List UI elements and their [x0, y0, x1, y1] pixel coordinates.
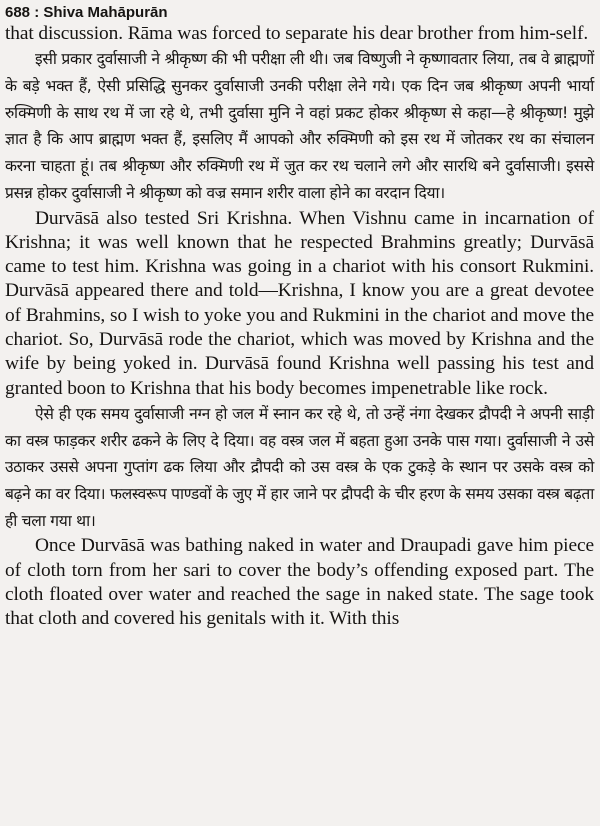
paragraph-english-krishna-test: Durvāsā also tested Sri Krishna. When Vishnu came in incarnation of Krishna; it was well known that he respected Brahmins greatly; Durvāsā came to test him. Krishna was going in a chariot with his consort Rukmini. Durvāsā appeared there and told—Krishna, I know you are a great devotee of Brahmins, so I wish to yoke you and Rukmini in the chariot and move the chariot. So, Durvāsā rode the chariot, which was moved by Krishna and the wife by being yoked in. Durvāsā found Krishna well passing his test and granted boon to Krishna that his body becomes impenetrable like rock.	[5, 207, 594, 399]
running-head: 688 : Shiva Mahāpurān	[5, 4, 168, 21]
paragraph-hindi-krishna-test: इसी प्रकार दुर्वासाजी ने श्रीकृष्ण की भी परीक्षा ली थी। जब विष्णुजी ने कृष्णावतार लिया, तब वे ब्राह्मणों के बड़े भक्त हैं, ऐसी प्रसिद्धि सुनकर दुर्वासाजी उनकी परीक्षा लेने गये। एक दिन जब श्रीकृष्ण अपनी भार्या रुक्मिणी के साथ रथ में जा रहे थे, तभी दुर्वासा मुनि ने वहां प्रकट होकर श्रीकृष्ण से कहा—हे श्रीकृष्ण! मुझे ज्ञात है कि आप ब्राह्मण भक्त हैं, इसलिए मैं आपको और रुक्मिणी को इस रथ में जोतकर रथ का संचालन करना चाहता हूं। तब श्रीकृष्ण और रुक्मिणी रथ में जुत कर रथ चलाने लगे और सारथि बने दुर्वासाजी। इससे प्रसन्न होकर दुर्वासाजी ने श्रीकृष्ण को वज्र समान शरीर वाला होने का वरदान दिया।	[5, 50, 594, 202]
paragraph-english-draupadi: Once Durvāsā was bathing naked in water and Draupadi gave him piece of cloth torn from her sari to cover the body’s offending exposed part. The cloth floated over water and reached the sage in naked state. The sage took that cloth and covered his genitals with it. With this	[5, 535, 594, 630]
paragraph-hindi-draupadi: ऐसे ही एक समय दुर्वासाजी नग्न हो जल में स्नान कर रहे थे, तो उन्हें नंगा देखकर द्रौपदी ने अपनी साड़ी का वस्त्र फाड़कर शरीर ढकने के लिए दे दिया। वह वस्त्र जल में बहता हुआ उनके पास गया। दुर्वासाजी ने उसे उठाकर उससे अपना गुप्तांग ढक लिया और द्रौपदी को उस वस्त्र के एक टुकड़े के स्थान पर उसके वस्त्र को बढ़ने का वर दिया। फलस्वरूप पाण्डवों के जुए में हार जाने पर द्रौपदी के चीर हरण के समय उसका वस्त्र बढ़ता ही चला गया था।	[5, 404, 594, 530]
paragraph-english-continuation: that discussion. Rāma was forced to separate his dear brother from him-self.	[5, 23, 589, 44]
